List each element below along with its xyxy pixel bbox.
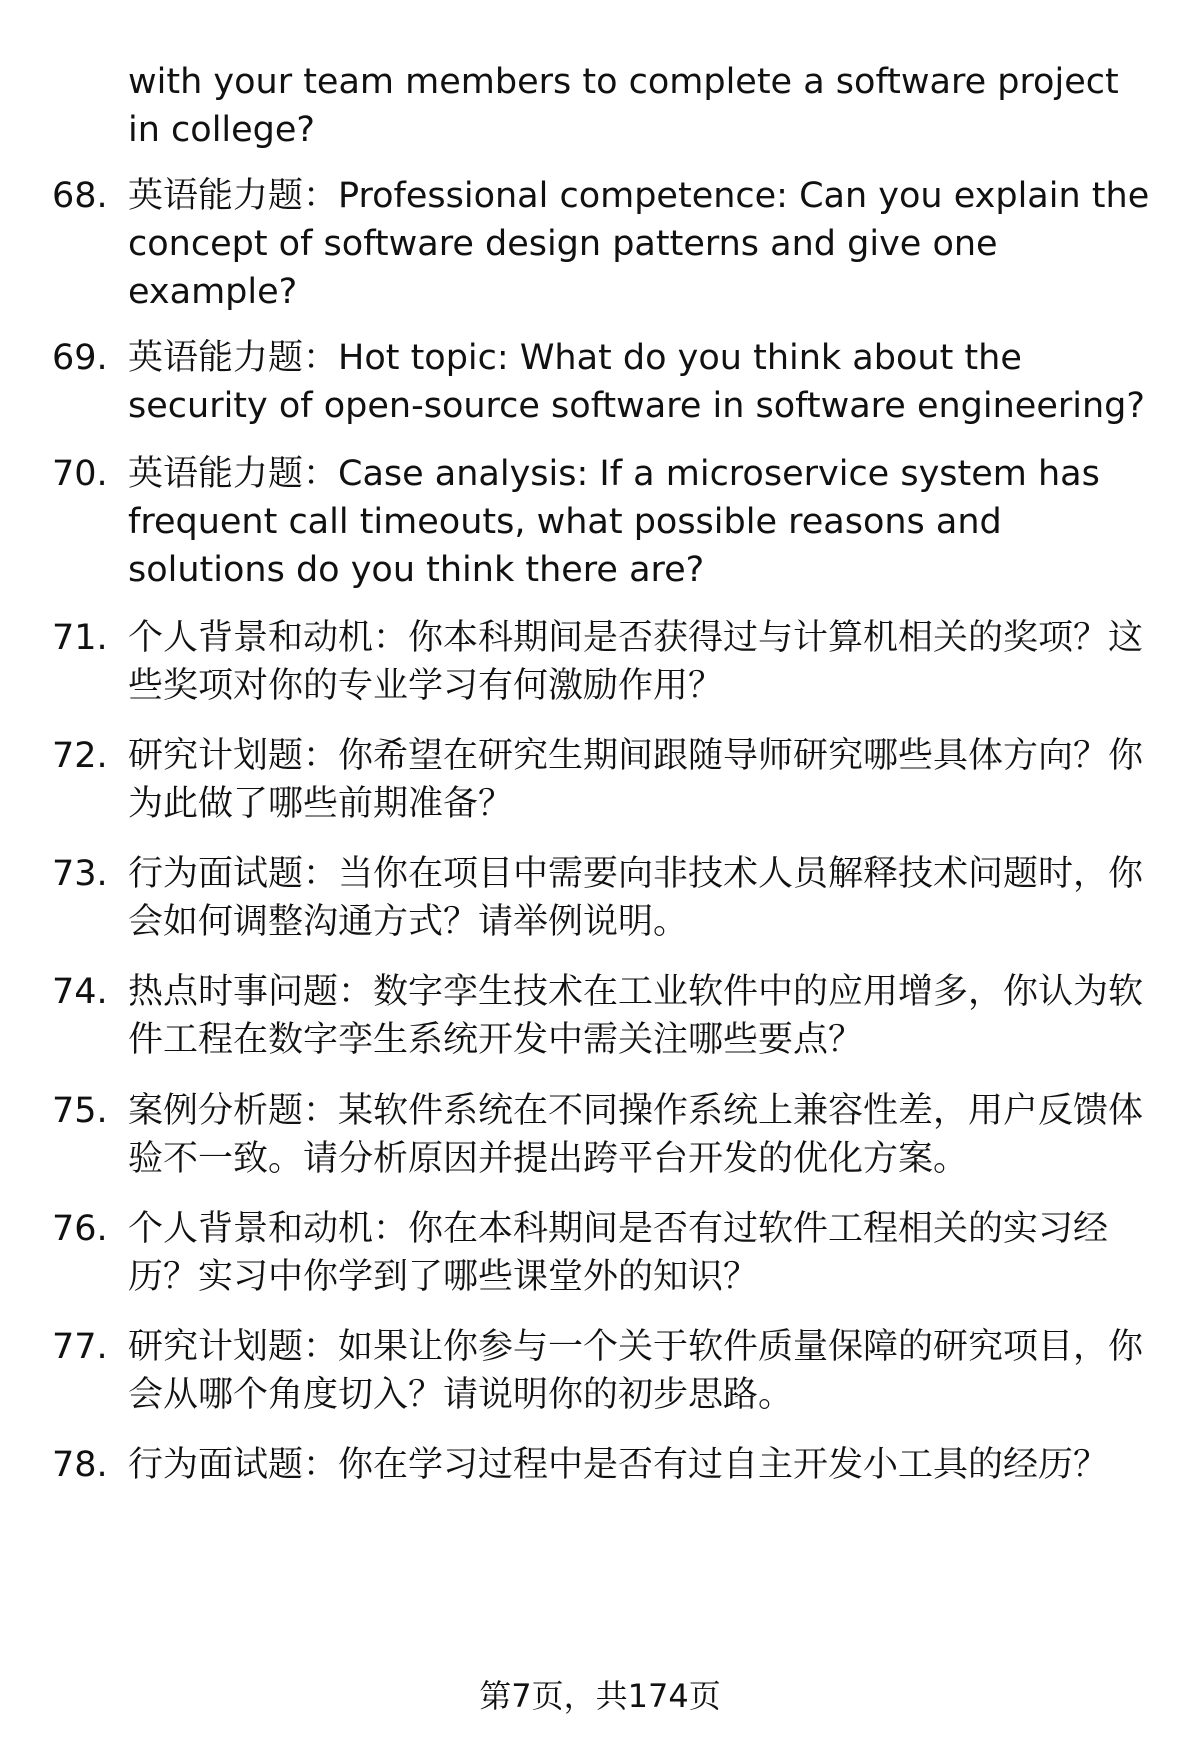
question-number: 77. [52,1327,108,1367]
question-number: 74. [52,972,108,1012]
question-number: 75. [52,1091,108,1131]
continuation-text: with your team members to complete a software project in college? [128,62,1119,150]
question-number: 71. [52,618,108,658]
question-text: 行为面试题：当你在项目中需要向非技术人员解释技术问题时，你会如何调整沟通方式？请举例说明。 [128,854,1144,942]
question-text: 个人背景和动机：你在本科期间是否有过软件工程相关的实习经历？实习中你学到了哪些课堂外的知识？ [128,1209,1109,1297]
question-text: 个人背景和动机：你本科期间是否获得过与计算机相关的奖项？这些奖项对你的专业学习有何激励作用？ [128,618,1144,706]
question-number: 78. [52,1445,108,1485]
question-number: 68. [52,176,108,216]
question-number: 70. [52,454,108,494]
question-text: 英语能力题：Case analysis: If a microservice system has frequent call timeouts, what possible reasons and solutions do you think there are? [128,454,1100,590]
question-text: 研究计划题：如果让你参与一个关于软件质量保障的研究项目，你会从哪个角度切入？请说明你的初步思路。 [128,1327,1144,1415]
page-footer: 第7页，共174页 [479,1677,721,1715]
question-text: 行为面试题：你在学习过程中是否有过自主开发小工具的经历？ [128,1445,1109,1485]
question-text: 研究计划题：你希望在研究生期间跟随导师研究哪些具体方向？你为此做了哪些前期准备？ [128,736,1144,824]
question-number: 73. [52,854,108,894]
question-number: 72. [52,736,108,776]
question-text: 案例分析题：某软件系统在不同操作系统上兼容性差，用户反馈体验不一致。请分析原因并提出跨平台开发的优化方案。 [128,1091,1144,1179]
question-text: 英语能力题：Professional competence: Can you explain the concept of software design patterns and give one example? [128,176,1150,312]
question-number: 69. [52,338,108,378]
question-text: 热点时事问题：数字孪生技术在工业软件中的应用增多，你认为软件工程在数字孪生系统开发中需关注哪些要点？ [128,972,1144,1060]
question-number: 76. [52,1209,108,1249]
question-text: 英语能力题：Hot topic: What do you think about the security of open-source software in software engineering? [128,338,1145,426]
